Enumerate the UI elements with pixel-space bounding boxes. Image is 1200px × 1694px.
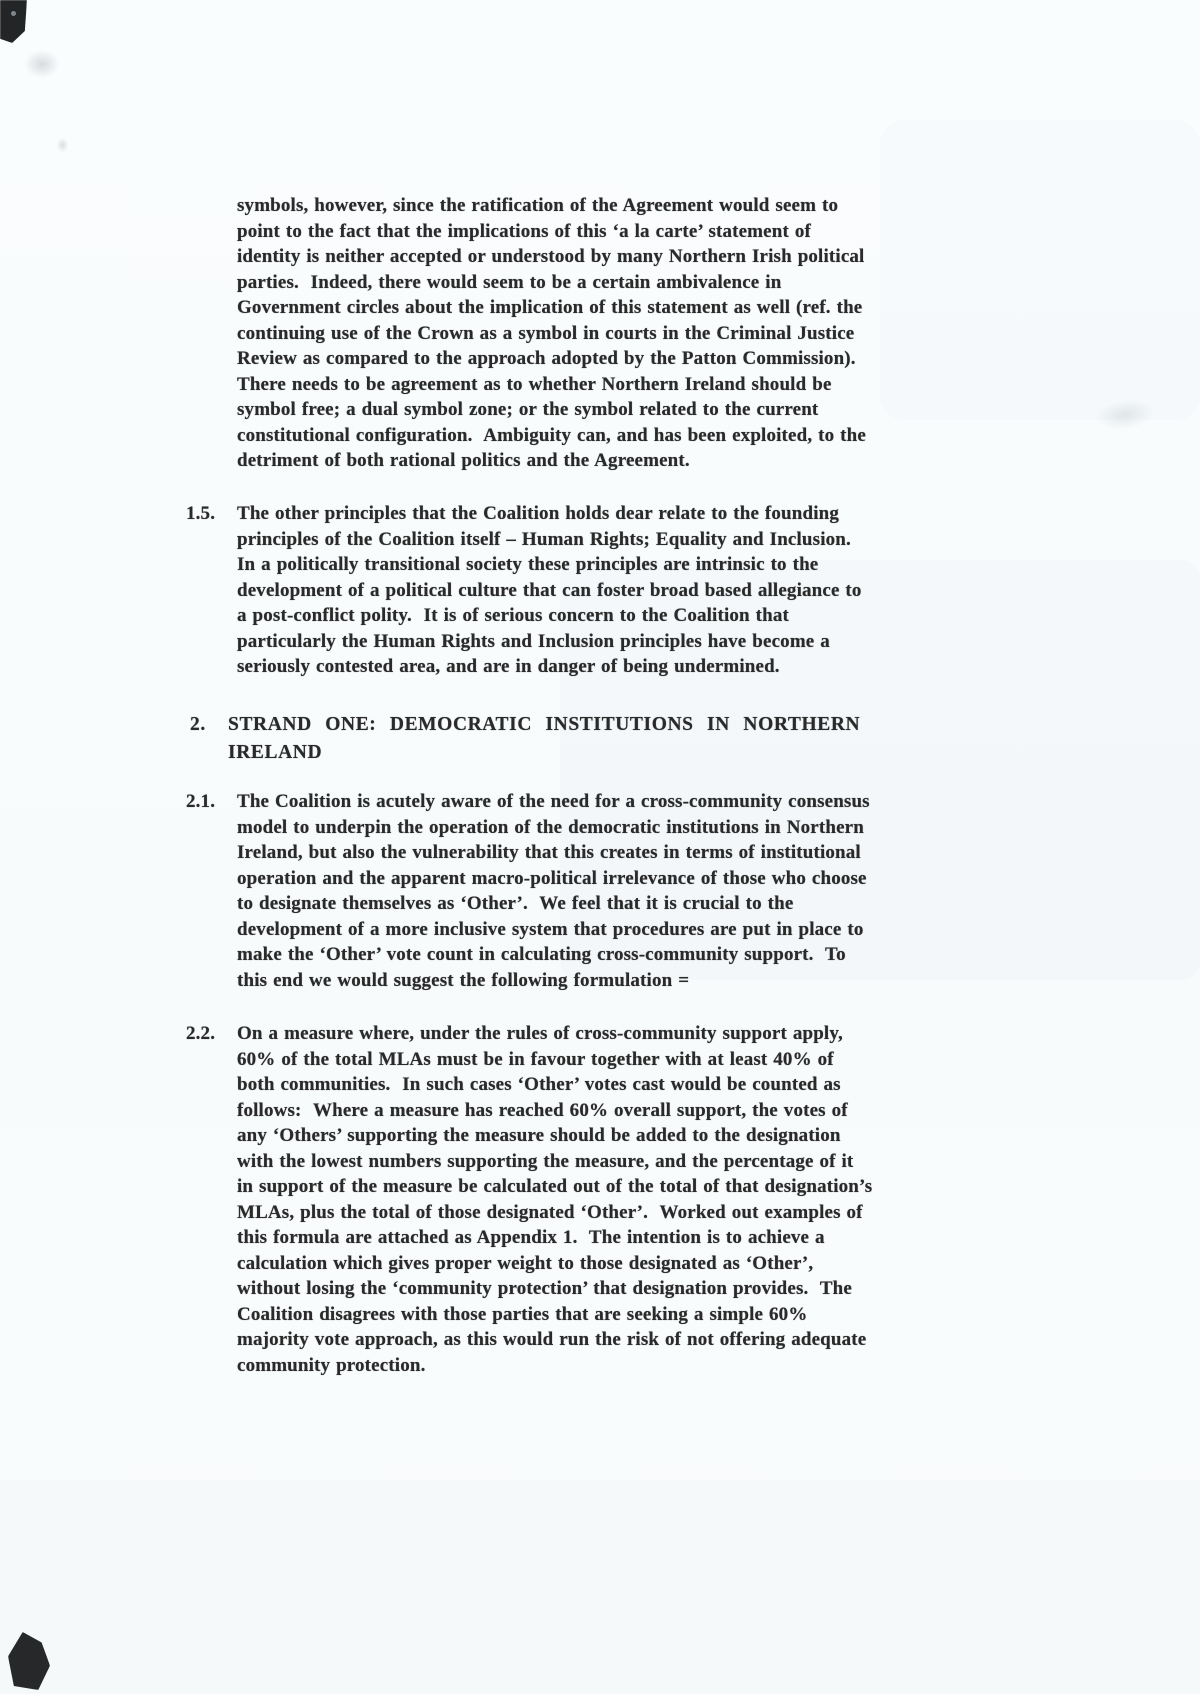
text-line: operation and the apparent macro-political irrelevance of those who choose [237, 867, 867, 889]
list-item-2-1 [186, 789, 870, 993]
list-item-2-2 [186, 1021, 872, 1378]
text-line: detriment of both rational politics and the Agreement. [237, 450, 690, 471]
text-line: development of a more inclusive system that procedures are put in place to [237, 918, 864, 940]
text-line: MLAs, plus the total of those designated ‘Other’. Worked out examples of [237, 1201, 863, 1223]
paragraph-text [237, 501, 862, 680]
text-line: principles of the Coalition itself – Human Rights; Equality and Inclusion. [237, 528, 851, 550]
text-line: Ireland, but also the vulnerability that this creates in terms of institutional [237, 842, 861, 863]
scan-mark-bottom-left [8, 1632, 50, 1690]
text-line: a post-conflict polity. It is of serious concern to the Coalition that [237, 605, 789, 626]
text-line: follows: Where a measure has reached 60% overall support, the votes of [237, 1099, 848, 1121]
item-number: 2. [190, 714, 206, 735]
text-line: constitutional configuration. Ambiguity can, and has been exploited, to the [237, 424, 866, 446]
scan-speckle [57, 138, 68, 152]
text-line: without losing the ‘community protection’ that designation provides. The [237, 1278, 852, 1299]
item-number: 2.2. [186, 1023, 216, 1044]
text-line: The other principles that the Coalition holds dear relate to the founding [237, 503, 840, 524]
text-line: There needs to be agreement as to whether Northern Ireland should be [237, 373, 832, 395]
scan-tone-patch [880, 120, 1200, 420]
text-line: in support of the measure be calculated out of the total of that designation’s [237, 1176, 873, 1197]
text-line: Review as compared to the approach adopted by the Patton Commission). [237, 348, 856, 369]
text-line: particularly the Human Rights and Inclusion principles have become a [237, 630, 830, 652]
text-line: Coalition disagrees with those parties that are seeking a simple 60% [237, 1303, 808, 1325]
item-number: 1.5. [186, 503, 216, 524]
paragraph-text [237, 193, 866, 474]
text-line: any ‘Others’ supporting the measure should be added to the designation [237, 1125, 841, 1146]
text-line: both communities. In such cases ‘Other’ votes cast would be counted as [237, 1074, 841, 1095]
text-line: calculation which gives proper weight to those designated as ‘Other’, [237, 1252, 814, 1274]
text-line: IRELAND [228, 741, 323, 763]
text-line: continuing use of the Crown as a symbol in courts in the Criminal Justice [237, 322, 855, 344]
paragraph-text [237, 1021, 872, 1378]
scan-speckle [24, 50, 60, 78]
scan-mark-top-left [0, 0, 27, 43]
text-line: Government circles about the implication of this statement as well (ref. the [237, 297, 863, 318]
text-line: make the ‘Other’ vote count in calculating cross-community support. To [237, 944, 846, 965]
text-line: 60% of the total MLAs must be in favour together with at least 40% of [237, 1048, 834, 1070]
text-line: parties. Indeed, there would seem to be a certain ambivalence in [237, 271, 782, 293]
list-item-1-5 [186, 501, 862, 680]
text-line: identity is neither accepted or understood by many Northern Irish political [237, 246, 865, 267]
paragraph-continuation [237, 193, 866, 474]
text-line: to designate themselves as ‘Other’. We feel that it is crucial to the [237, 893, 794, 914]
text-line: STRAND ONE: DEMOCRATIC INSTITUTIONS IN NORTHERN [228, 714, 861, 735]
text-line: with the lowest numbers supporting the measure, and the percentage of it [237, 1150, 854, 1172]
scan-tone-patch [0, 1480, 1200, 1694]
text-line: this end we would suggest the following formulation = [237, 969, 690, 991]
text-line: this formula are attached as Appendix 1. The intention is to achieve a [237, 1227, 825, 1248]
heading-text [228, 711, 860, 766]
scan-speckle [11, 11, 16, 16]
text-line: development of a political culture that can foster broad based allegiance to [237, 579, 862, 601]
text-line: point to the fact that the implications of this ‘a la carte’ statement of [237, 220, 811, 242]
scan-smudge [1093, 396, 1157, 434]
text-line: community protection. [237, 1354, 426, 1376]
text-line: model to underpin the operation of the democratic institutions in Northern [237, 816, 864, 838]
text-line: symbols, however, since the ratification of the Agreement would seem to [237, 195, 839, 216]
text-line: majority vote approach, as this would run the risk of not offering adequate [237, 1329, 867, 1350]
item-number: 2.1. [186, 791, 216, 812]
text-line: In a politically transitional society these principles are intrinsic to the [237, 554, 819, 575]
text-line: The Coalition is acutely aware of the need for a cross-community consensus [237, 791, 870, 812]
section-heading-strand-one [190, 711, 860, 766]
text-line: On a measure where, under the rules of cross-community support apply, [237, 1023, 843, 1044]
text-line: seriously contested area, and are in danger of being undermined. [237, 656, 780, 677]
paragraph-text [237, 789, 870, 993]
text-line: symbol free; a dual symbol zone; or the symbol related to the current [237, 399, 819, 420]
